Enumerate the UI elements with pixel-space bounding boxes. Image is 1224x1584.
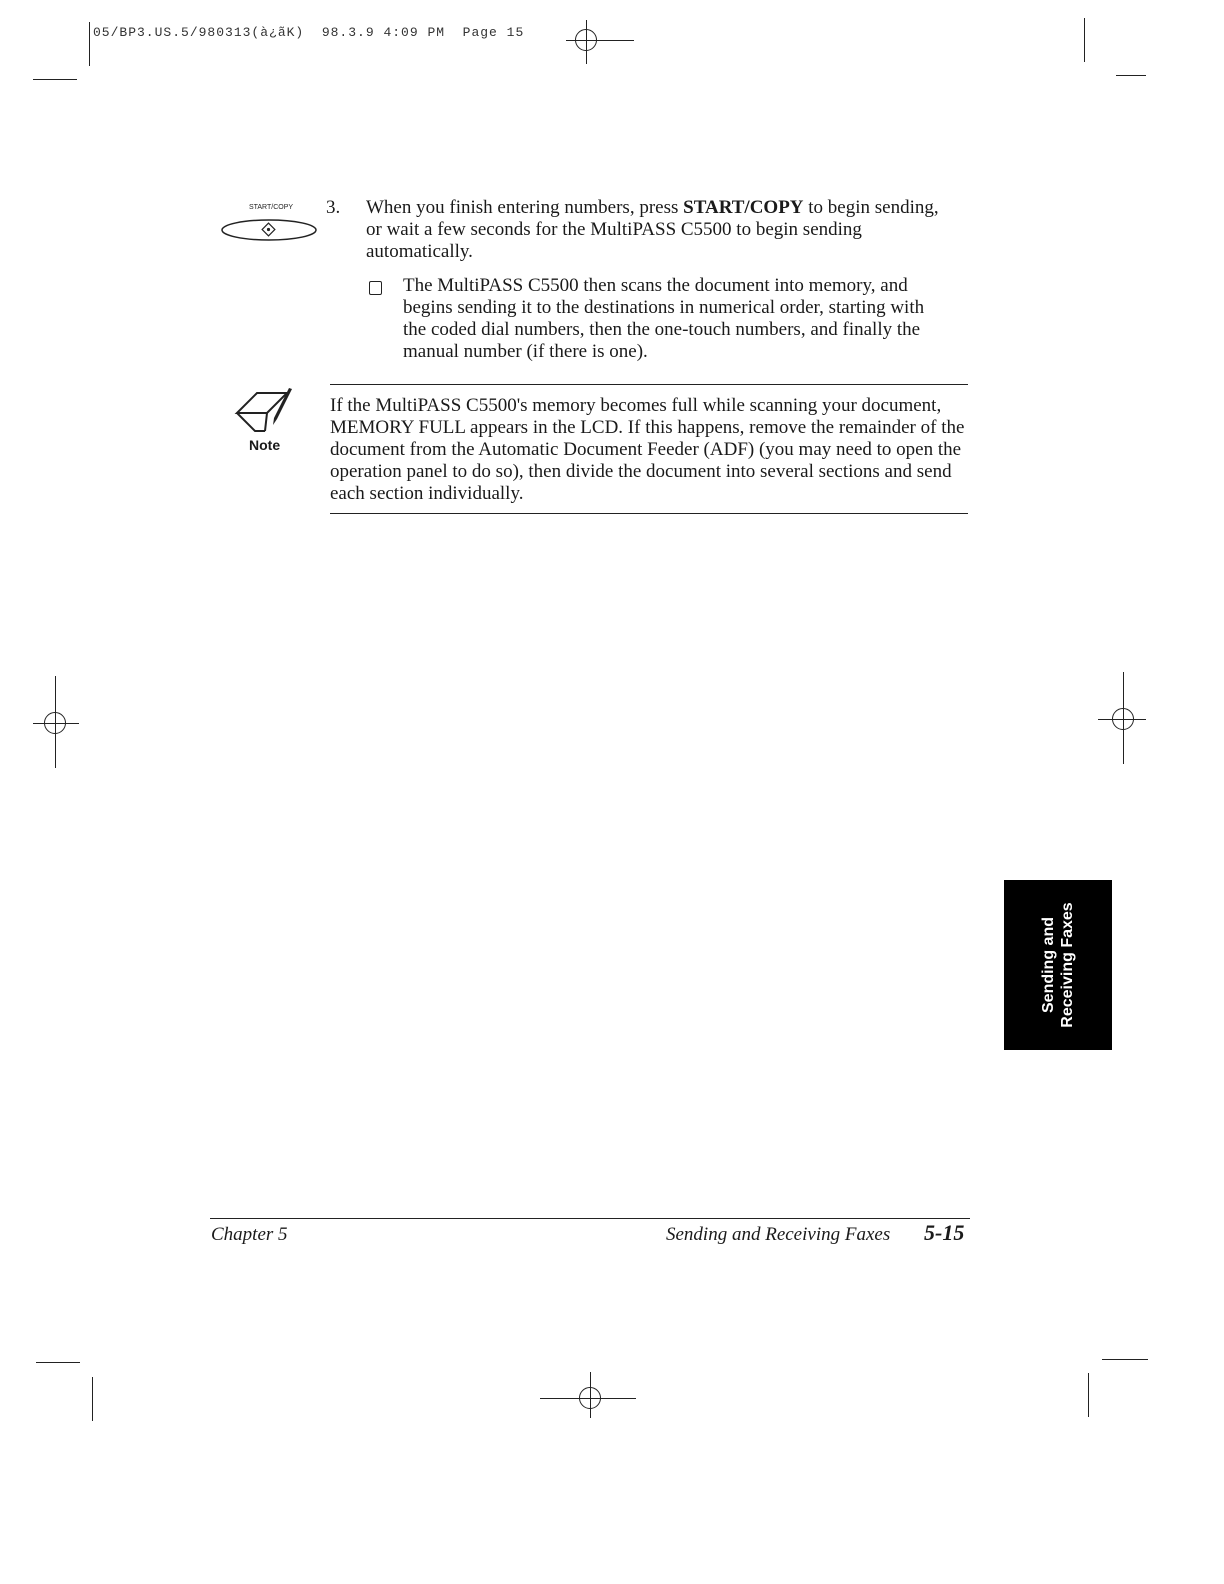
footer-rule: [210, 1218, 970, 1219]
chapter-side-tab: [1004, 880, 1112, 1050]
note-bottom-rule: [330, 513, 968, 514]
step-number: 3.: [326, 197, 341, 218]
bullet-checkbox-icon: [369, 281, 382, 295]
bullet-text: The MultiPASS C5500 then scans the document into memory, and begins sending it to the destinations in numerical order, starting with the coded dial numbers, then the one-touch numbers, and finally the manual number (if there is one).: [403, 275, 925, 362]
chapter-side-tab-label: Sending and Receiving Faxes: [1040, 902, 1076, 1028]
footer-section-title: Sending and Receiving Faxes: [666, 1224, 891, 1245]
step-text: When you finish entering numbers, press START/COPY to begin sending, or wait a few seconds for the MultiPASS C5500 to begin sending automatically.: [366, 197, 939, 262]
note-label: Note: [249, 437, 281, 453]
note-text: If the MultiPASS C5500's memory becomes full while scanning your document, MEMORY FULL appears in the LCD. If this happens, remove the remainder of the document from the Automatic Document Feeder (ADF) (you may need to open the operation panel to do so), then divide the document into several sections and send each section individually.: [330, 395, 965, 504]
note-pencil-icon: [231, 387, 297, 437]
note-top-rule: [330, 384, 968, 385]
footer-page-number: 5-15: [924, 1220, 965, 1245]
start-copy-bold: START/COPY: [683, 197, 804, 218]
start-copy-label: START/COPY: [248, 204, 294, 211]
start-copy-button-illustration: [219, 200, 323, 242]
print-header: 05/BP3.US.5/980313(à¿ãK) 98.3.9 4:09 PM Page 15: [93, 25, 525, 40]
start-diamond-icon: [262, 223, 275, 236]
footer-chapter: Chapter 5: [211, 1224, 288, 1245]
